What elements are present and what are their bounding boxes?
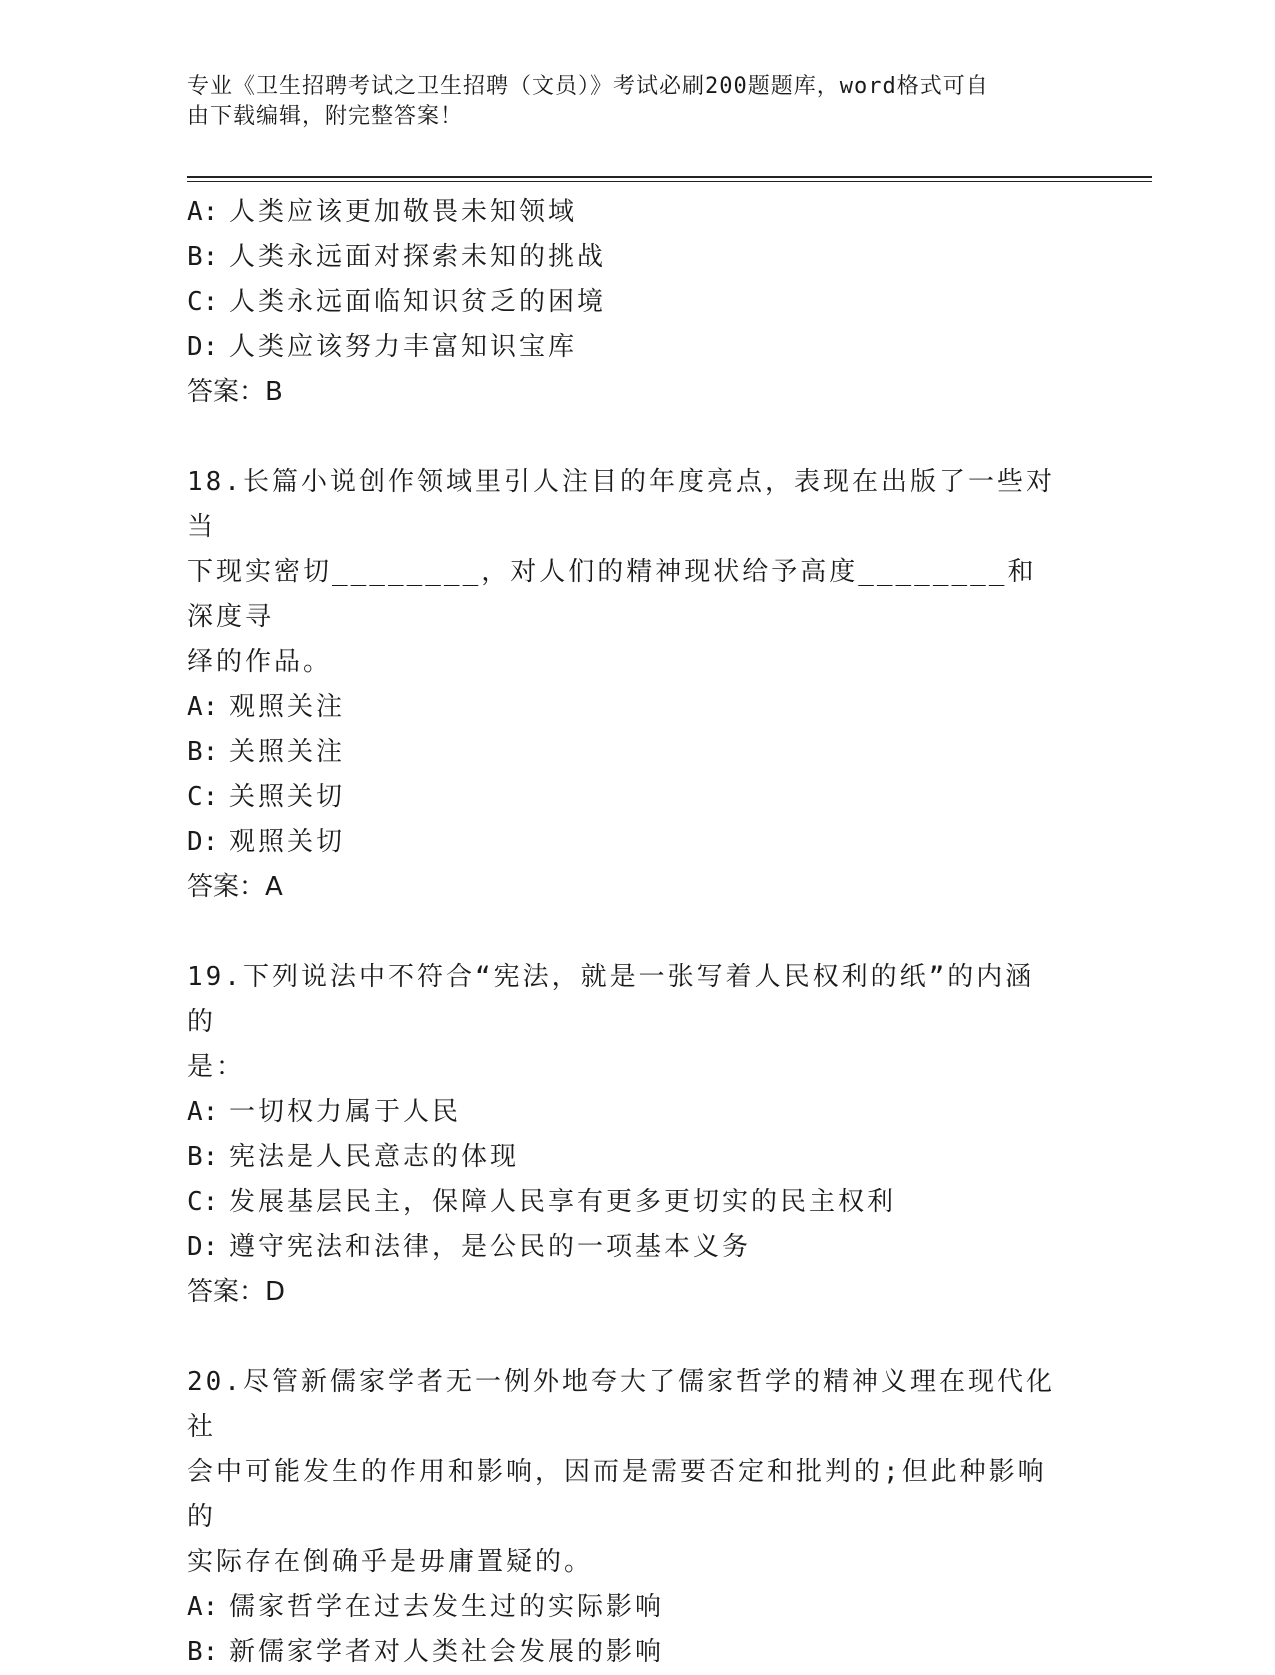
question-19 bbox=[187, 955, 1087, 1315]
option-text: 人类应该更加敬畏未知领域 bbox=[229, 197, 578, 227]
option-key: A: bbox=[187, 1592, 219, 1622]
option-text: 观照关注 bbox=[229, 692, 346, 722]
stem-line: 20.尽管新儒家学者无一例外地夸大了儒家哲学的精神义理在现代化社 bbox=[187, 1367, 1055, 1442]
option-key: C: bbox=[187, 782, 219, 812]
option-key: D: bbox=[187, 332, 219, 362]
header-line: 由下载编辑，附完整答案！ bbox=[187, 104, 464, 129]
stem-line: 会中可能发生的作用和影响，因而是需要否定和批判的;但此种影响的 bbox=[187, 1457, 1047, 1532]
option-text: 关照关切 bbox=[229, 782, 346, 812]
option-text: 关照关注 bbox=[229, 737, 346, 767]
stem-line: 绎的作品。 bbox=[187, 647, 333, 677]
option-d bbox=[187, 820, 1087, 865]
document-header bbox=[187, 72, 1087, 132]
option-key: C: bbox=[187, 1187, 219, 1217]
option-text: 人类应该努力丰富知识宝库 bbox=[229, 332, 578, 362]
option-key: D: bbox=[187, 827, 219, 857]
question-18 bbox=[187, 460, 1087, 910]
option-text: 儒家哲学在过去发生过的实际影响 bbox=[229, 1592, 665, 1622]
option-text: 一切权力属于人民 bbox=[229, 1097, 462, 1127]
option-key: B: bbox=[187, 242, 219, 272]
option-c bbox=[187, 280, 1087, 325]
option-text: 宪法是人民意志的体现 bbox=[229, 1142, 520, 1172]
header-divider bbox=[187, 176, 1152, 182]
option-c bbox=[187, 775, 1087, 820]
option-text: 新儒家学者对人类社会发展的影响 bbox=[229, 1637, 665, 1667]
answer: 答案：D bbox=[187, 1277, 286, 1307]
question-stem bbox=[187, 955, 1057, 1090]
option-key: B: bbox=[187, 1142, 219, 1172]
option-a bbox=[187, 685, 1087, 730]
option-b bbox=[187, 235, 1087, 280]
stem-line: 实际存在倒确乎是毋庸置疑的。 bbox=[187, 1547, 594, 1577]
option-text: 人类永远面对探索未知的挑战 bbox=[229, 242, 607, 272]
option-text: 发展基层民主，保障人民享有更多更切实的民主权利 bbox=[229, 1187, 897, 1217]
option-c bbox=[187, 1180, 1087, 1225]
option-b bbox=[187, 730, 1087, 775]
option-a bbox=[187, 1090, 1087, 1135]
option-key: B: bbox=[187, 1637, 219, 1667]
option-text: 人类永远面临知识贫乏的困境 bbox=[229, 287, 607, 317]
option-text: 观照关切 bbox=[229, 827, 346, 857]
option-key: D: bbox=[187, 1232, 219, 1262]
question-stem bbox=[187, 1360, 1057, 1585]
header-text bbox=[187, 72, 1057, 132]
option-key: B: bbox=[187, 737, 219, 767]
option-b bbox=[187, 1135, 1087, 1180]
stem-line: 19.下列说法中不符合“宪法，就是一张写着人民权利的纸”的内涵的 bbox=[187, 962, 1035, 1037]
option-d bbox=[187, 1225, 1087, 1270]
option-key: A: bbox=[187, 692, 219, 722]
stem-line: 是： bbox=[187, 1052, 246, 1082]
option-b bbox=[187, 1630, 1087, 1675]
question-17 bbox=[187, 190, 1087, 415]
question-20 bbox=[187, 1360, 1087, 1675]
stem-line: 下现实密切________，对人们的精神现状给予高度________和深度寻 bbox=[187, 557, 1037, 632]
option-key: A: bbox=[187, 1097, 219, 1127]
option-d bbox=[187, 325, 1087, 370]
option-key: A: bbox=[187, 197, 219, 227]
header-line: 专业《卫生招聘考试之卫生招聘（文员）》考试必刷200题题库，word格式可自 bbox=[187, 74, 989, 99]
question-list bbox=[187, 190, 1087, 1675]
stem-line: 18.长篇小说创作领域里引人注目的年度亮点，表现在出版了一些对当 bbox=[187, 467, 1055, 542]
option-text: 遵守宪法和法律，是公民的一项基本义务 bbox=[229, 1232, 752, 1262]
option-a bbox=[187, 1585, 1087, 1630]
option-a bbox=[187, 190, 1087, 235]
option-key: C: bbox=[187, 287, 219, 317]
answer: 答案：A bbox=[187, 872, 283, 902]
question-stem bbox=[187, 460, 1057, 685]
answer: 答案：B bbox=[187, 377, 283, 407]
